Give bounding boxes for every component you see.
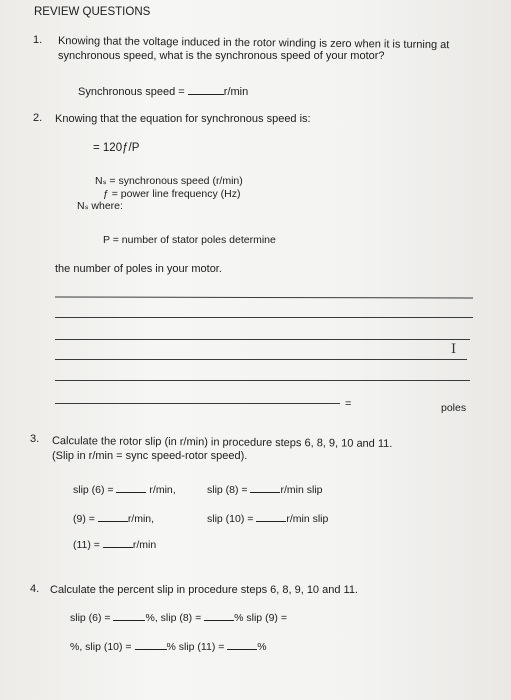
q4-slip8-blank[interactable] <box>204 611 234 621</box>
q4-slip10-label: %, slip (10) = <box>70 641 132 653</box>
q1-text-line2: synchronous speed, what is the synchronous speed of your motor? <box>58 50 385 62</box>
q3-text-line2: (Slip in r/min = sync speed-rotor speed). <box>52 450 248 462</box>
q3-slip10-unit: r/min slip <box>286 513 329 525</box>
q3-slip6-label: slip (6) = <box>73 484 114 496</box>
q3-slip8-row <box>207 483 323 497</box>
q3-slip10-row <box>207 512 328 526</box>
q3-slip10-label: slip (10) = <box>207 513 254 525</box>
q2-poles-label: poles <box>441 402 467 414</box>
q2-where: Nₛ where: <box>77 200 123 212</box>
q4-slip6-blank[interactable] <box>113 611 145 621</box>
q1-answer-label: Synchronous speed = <box>78 86 185 98</box>
q4-row1 <box>70 611 287 625</box>
q4-slip11-blank[interactable] <box>227 640 257 650</box>
q4-row2 <box>70 640 267 654</box>
q3-slip6-row <box>73 483 176 497</box>
q3-slip6-unit: r/min, <box>149 484 176 496</box>
q3-slip9-row <box>73 512 154 526</box>
q2-equals: = <box>345 398 352 410</box>
q4-pct-unit: % <box>257 641 267 653</box>
q4-text-line1: Calculate the percent slip in procedure steps 6, 8, 9, 10 and 11. <box>50 584 358 596</box>
q4-slip8-label: %, slip (8) = <box>145 612 202 624</box>
q2-def-ns: Nₛ = synchronous speed (r/min) <box>95 175 243 187</box>
q3-slip8-unit: r/min slip <box>280 484 323 496</box>
q3-slip9-unit: r/min, <box>127 513 155 525</box>
q2-text-line2: the number of poles in your motor. <box>55 263 222 275</box>
answer-line-3[interactable] <box>55 339 470 340</box>
q3-text-line1: Calculate the rotor slip (in r/min) in procedure steps 6, 8, 9, 10 and 11. <box>51 435 393 450</box>
q3-slip8-blank[interactable] <box>250 483 280 493</box>
q3-slip6-blank[interactable] <box>116 483 146 493</box>
q2-def-p: P = number of stator poles determine <box>103 234 276 246</box>
q1-number: 1. <box>33 34 43 46</box>
q1-answer-blank[interactable] <box>188 85 224 95</box>
answer-line-2[interactable] <box>55 317 473 318</box>
q3-slip11-blank[interactable] <box>103 538 133 548</box>
q4-number: 4. <box>30 583 40 595</box>
answer-line-5[interactable] <box>55 380 470 381</box>
q3-slip9-blank[interactable] <box>98 512 128 522</box>
q2-equation: = 120ƒ/P <box>93 142 140 154</box>
q3-slip9-label: (9) = <box>73 513 95 525</box>
q2-text-line1: Knowing that the equation for synchronous speed is: <box>55 113 311 125</box>
q4-slip9-label: % slip (9) = <box>234 612 287 624</box>
text-cursor-icon: I <box>451 342 457 357</box>
q1-text-line1: Knowing that the voltage induced in the rotor winding is zero when it is turning at <box>57 35 450 52</box>
q3-slip8-label: slip (8) = <box>207 484 248 496</box>
q1-answer-row <box>78 85 248 99</box>
answer-line-6[interactable] <box>55 403 340 404</box>
q1-answer-unit: r/min <box>223 86 249 98</box>
q3-number: 3. <box>30 433 40 445</box>
q3-slip11-row <box>73 538 156 552</box>
q3-slip10-blank[interactable] <box>256 512 286 522</box>
q2-def-f: ƒ = power line frequency (Hz) <box>103 188 241 200</box>
q3-slip11-label: (11) = <box>73 539 100 551</box>
page-title: REVIEW QUESTIONS <box>34 6 151 18</box>
q3-slip11-unit: r/min <box>132 539 157 551</box>
answer-line-1[interactable] <box>55 296 473 298</box>
answer-line-4[interactable] <box>55 359 467 360</box>
q4-slip6-label: slip (6) = <box>70 612 111 624</box>
q2-number: 2. <box>33 112 43 124</box>
q4-slip11-label: % slip (11) = <box>166 641 225 653</box>
q4-slip10-blank[interactable] <box>135 640 167 650</box>
